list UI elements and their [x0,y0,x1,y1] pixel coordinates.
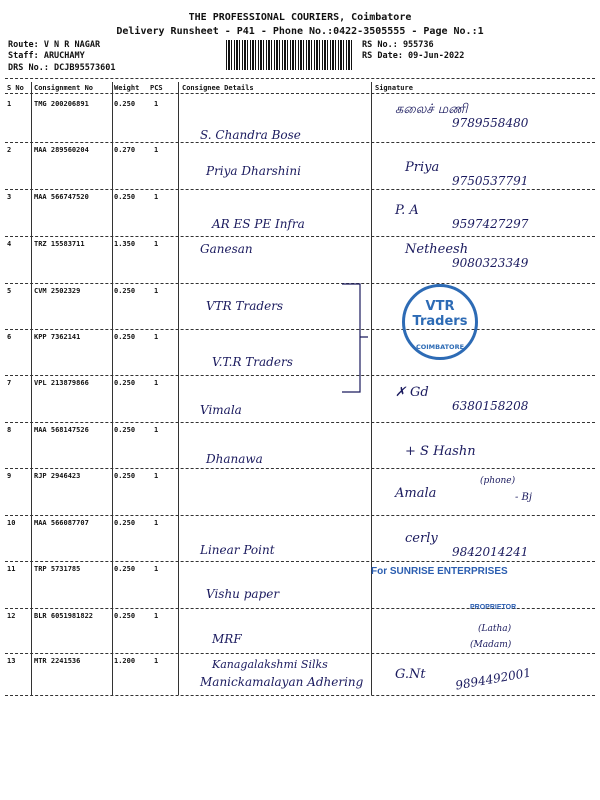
row-separator [5,653,595,654]
row-pcs: 1 [154,657,159,665]
row-phone: 9789558480 [452,116,529,130]
stamp-text: VTR Traders [412,299,468,329]
row-weight: 0.270 [114,146,136,154]
row-consignment-no: BLR 6051981822 [34,612,94,620]
col-consignment: Consignment No [34,84,94,92]
last-phone: 9894492001 [454,665,532,693]
row-signature: P. A [395,203,419,218]
row-weight: 0.250 [114,426,136,434]
col-weight: Weight [114,84,140,92]
row-consignee-name: Vishu paper [206,587,280,601]
row-separator [5,142,595,143]
row-separator [5,329,595,330]
col-pcs: PCS [150,84,163,92]
col-divider [112,82,113,695]
row-phone: 9080323349 [452,256,529,270]
row-separator [5,422,595,423]
company-title: THE PROFESSIONAL COURIERS, Coimbatore [188,12,412,23]
rs-number: RS No.: 955736 [362,40,434,50]
col-divider [178,82,179,695]
row-consignment-no: MAA 566747520 [34,193,89,201]
row-sno: 5 [7,287,12,295]
company-stamp [402,284,478,360]
row-consignee-name: AR ES PE Infra [212,217,305,231]
row-consignee-name: S. Chandra Bose [200,128,301,142]
row-phone: 9750537791 [452,174,529,188]
row-signature: Priya [405,160,440,175]
col-divider [31,82,32,695]
row-pcs: 1 [154,100,159,108]
row-pcs: 1 [154,612,159,620]
stamp-city: COIMBATORE [415,343,465,351]
row-weight: 1.350 [114,240,136,248]
header-rule [5,93,595,94]
row-signature: + S Hashn [405,444,476,459]
row-consignee-name: Ganesan [200,242,253,256]
bracket-mark [340,282,370,394]
row-consignee-name: V.T.R Traders [212,355,293,369]
row-consignment-no: CVM 2502329 [34,287,81,295]
row-weight: 0.250 [114,519,136,527]
row-pcs: 1 [154,333,159,341]
row-pcs: 1 [154,287,159,295]
row-consignment-no: MAA 568147526 [34,426,89,434]
phone-note: (phone) [480,476,516,486]
row-weight: 0.250 [114,472,136,480]
row-sno: 12 [7,612,16,620]
row-weight: 0.250 [114,333,136,341]
row-consignment-no: MTR 2241536 [34,657,81,665]
row-pcs: 1 [154,472,159,480]
row-pcs: 1 [154,240,159,248]
row-phone: 6380158208 [452,399,529,413]
staff-label: Staff: ARUCHAMY [8,51,85,61]
row-signature: cerly [405,531,438,546]
row-separator [5,283,595,284]
row-pcs: 1 [154,565,159,573]
row-consignee-name: Vimala [200,403,242,417]
row-separator [5,515,595,516]
drs-number: DRS No.: DCJB95573601 [8,63,116,73]
col-sno: S No [7,84,24,92]
row-weight: 0.250 [114,100,136,108]
sunrise-stamp: For SUNRISE ENTERPRISES [371,566,508,577]
row-pcs: 1 [154,426,159,434]
row-separator [5,561,595,562]
row-consignment-no: MAA 566087707 [34,519,89,527]
row-separator [5,189,595,190]
row-sno: 4 [7,240,12,248]
row-consignee-name: Manickamalayan Adhering [200,675,364,689]
row-pcs: 1 [154,193,159,201]
row-sno: 3 [7,193,12,201]
row-separator [5,375,595,376]
row-signature: கலைச் மணி [395,102,468,117]
row-consignment-no: VPL 213879866 [34,379,89,387]
signature-extra: - Bj [515,492,533,503]
row-signature: ✗ Gd [395,385,429,400]
row-sno: 6 [7,333,12,341]
row-weight: 0.250 [114,287,136,295]
row-consignee-name: Linear Point [200,543,275,557]
row-sno: 9 [7,472,12,480]
proprietor-stamp: PROPRIETOR [470,604,517,611]
row-consignment-no: MAA 289560204 [34,146,89,154]
consignee-handwritten-extra: Kanagalakshmi Silks [212,658,328,671]
col-signature: Signature [375,84,413,92]
row-pcs: 1 [154,146,159,154]
row-phone: 9597427297 [452,217,529,231]
signature-madam: (Madam) [470,640,512,650]
rs-date: RS Date: 09-Jun-2022 [362,51,465,61]
row-signature: Amala [395,486,437,501]
row-separator [5,468,595,469]
row-signature: Netheesh [405,242,469,257]
route-label: Route: V N R NAGAR [8,40,101,50]
row-weight: 0.250 [114,612,136,620]
row-consignment-no: TMG 200206891 [34,100,89,108]
row-weight: 0.250 [114,193,136,201]
row-consignment-no: RJP 2946423 [34,472,81,480]
row-separator [5,695,595,696]
row-sno: 7 [7,379,12,387]
col-divider [371,82,372,695]
col-consignee-details: Consignee Details [182,84,254,92]
signature-latha: (Latha) [478,624,512,634]
table-top-rule [5,78,595,79]
row-weight: 1.200 [114,657,136,665]
runsheet-subtitle: Delivery Runsheet - P41 - Phone No.:0422-3505555 - Page No.:1 [116,26,484,37]
row-sno: 2 [7,146,12,154]
row-weight: 0.250 [114,379,136,387]
row-consignment-no: TRP 5731785 [34,565,81,573]
row-pcs: 1 [154,519,159,527]
row-consignment-no: KPP 7362141 [34,333,81,341]
row-weight: 0.250 [114,565,136,573]
row-sno: 13 [7,657,16,665]
row-consignment-no: TRZ 15583711 [34,240,85,248]
row-sno: 10 [7,519,16,527]
barcode [226,40,354,70]
row-consignee-name: Priya Dharshini [206,164,301,178]
row-sno: 11 [7,565,16,573]
row-separator [5,236,595,237]
row-phone: 9842014241 [452,545,529,559]
row-sno: 1 [7,100,12,108]
row-sno: 8 [7,426,12,434]
row-consignee-name: VTR Traders [206,299,284,313]
row-consignee-name: MRF [212,632,242,646]
row-consignee-name: Dhanawa [206,452,263,466]
row-signature: G.Nt [395,667,426,682]
row-pcs: 1 [154,379,159,387]
